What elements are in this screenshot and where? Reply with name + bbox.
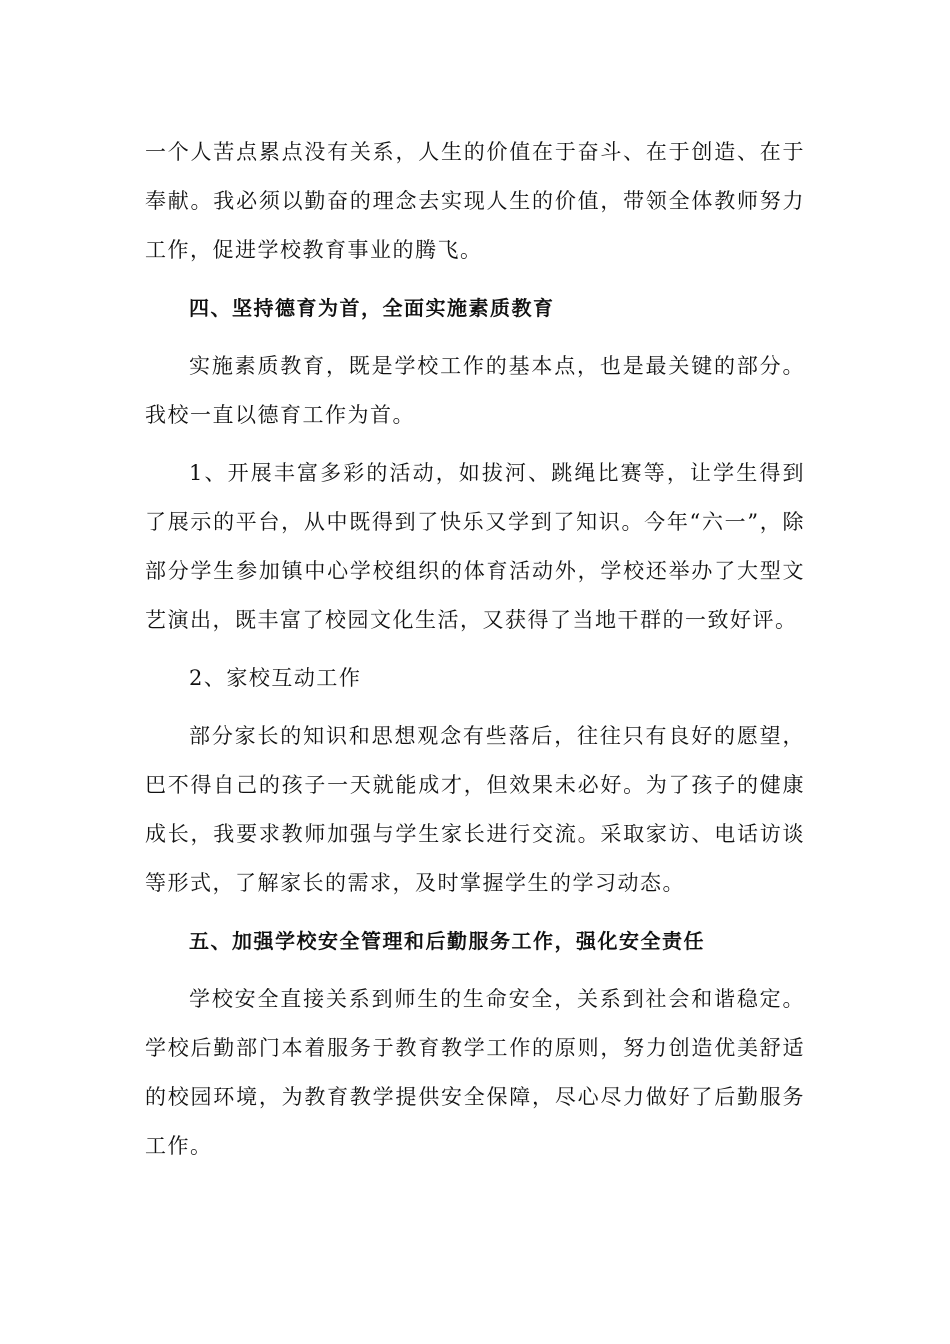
paragraph-home-school-title: 2、家校互动工作: [189, 666, 362, 690]
document-body: [145, 128, 805, 1171]
paragraph-quality-education: 实施素质教育，既是学校工作的基本点，也是最关键的部分。我校一直以德育工作为首。: [145, 354, 805, 427]
section-heading-4: 四、坚持德育为首，全面实施素质教育: [189, 296, 555, 320]
paragraph-activities: 1、开展丰富多彩的活动，如拔河、跳绳比赛等，让学生得到了展示的平台，从中既得到了快乐又学到了知识。今年“六一”，除部分学生参加镇中心学校组织的体育活动外，学校还举办了大型文艺演出，既丰富了校园文化生活，又获得了当地干群的一致好评。: [145, 461, 805, 632]
paragraph-continuation: 一个人苦点累点没有关系，人生的价值在于奋斗、在于创造、在于奉献。我必须以勤奋的理念去实现人生的价值，带领全体教师努力工作，促进学校教育事业的腾飞。: [145, 140, 805, 262]
section-heading-5: 五、加强学校安全管理和后勤服务工作，强化安全责任: [189, 929, 705, 953]
paragraph-home-school: 部分家长的知识和思想观念有些落后，往往只有良好的愿望，巴不得自己的孩子一天就能成才，但效果未必好。为了孩子的健康成长，我要求教师加强与学生家长进行交流。采取家访、电话访谈等形式，了解家长的需求，及时掌握学生的学习动态。: [145, 724, 805, 895]
paragraph-safety: 学校安全直接关系到师生的生命安全，关系到社会和谐稳定。学校后勤部门本着服务于教育教学工作的原则，努力创造优美舒适的校园环境，为教育教学提供安全保障，尽心尽力做好了后勤服务工作。: [145, 987, 805, 1158]
